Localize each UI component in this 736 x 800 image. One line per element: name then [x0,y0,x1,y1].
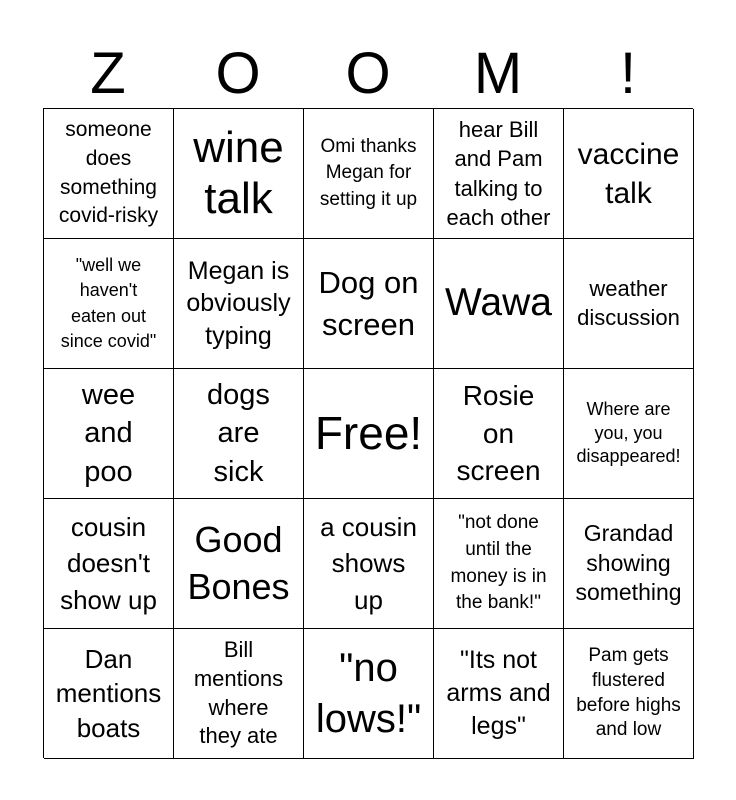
title-letter-2: O [215,41,261,106]
bingo-cell[interactable] [174,499,304,629]
bingo-board [43,108,693,758]
bingo-cell[interactable] [44,109,174,239]
bingo-cell[interactable] [174,629,304,759]
bingo-cell[interactable] [304,239,434,369]
bingo-cell[interactable] [44,239,174,369]
cell-text: "Its not arms and legs" [446,646,551,740]
bingo-cell[interactable] [434,629,564,759]
cell-text: "no lows!" [315,646,422,741]
bingo-cell[interactable] [434,109,564,239]
bingo-cell[interactable] [434,499,564,629]
bingo-cell[interactable] [44,369,174,499]
bingo-title [43,40,693,108]
title-letter-5: ! [619,41,637,106]
cell-text: Good Bones [187,518,290,607]
free-space-label: Free! [314,407,423,460]
cell-text: "not done until the money is in the bank!" [450,512,547,614]
cell-text: "well we haven't eaten out since covid" [60,255,157,351]
cell-text: Bill mentions where they ate [193,637,284,749]
bingo-cell[interactable] [564,369,694,499]
bingo-cell[interactable] [44,629,174,759]
bingo-cell[interactable] [564,629,694,759]
cell-text: vaccine talk [577,137,680,210]
bingo-cell[interactable] [304,629,434,759]
cell-text: Dog on screen [318,265,419,342]
cell-text: Wawa [445,281,552,325]
cell-text: Rosie on screen [456,379,541,487]
title-letter-3: O [345,41,391,106]
bingo-cell[interactable] [174,109,304,239]
cell-text: Pam gets flustered before highs and low [576,645,681,741]
title-letter-1: Z [90,41,126,106]
free-space-cell[interactable] [304,369,434,499]
cell-text: cousin doesn't show up [60,511,157,615]
cell-text: someone does something covid-risky [58,117,159,228]
title-letter-4: M [473,41,523,106]
cell-text: dogs are sick [207,378,270,488]
cell-text: Where are you, you disappeared! [576,399,681,467]
cell-text: weather discussion [577,275,680,330]
bingo-cell[interactable] [564,239,694,369]
bingo-cell[interactable] [304,499,434,629]
cell-text: Megan is obviously typing [186,256,291,350]
bingo-cell[interactable] [174,369,304,499]
bingo-cell[interactable] [564,109,694,239]
bingo-cell[interactable] [174,239,304,369]
cell-text: Dan mentions boats [55,644,162,743]
bingo-cell[interactable] [304,109,434,239]
cell-text: hear Bill and Pam talking to each other [446,117,551,230]
cell-text: wee and poo [81,378,136,488]
cell-text: Grandad showing something [575,520,682,606]
bingo-cell[interactable] [564,499,694,629]
cell-text: wine talk [193,123,284,223]
bingo-cell[interactable] [44,499,174,629]
bingo-cell[interactable] [434,239,564,369]
cell-text: Omi thanks Megan for setting it up [319,136,418,210]
cell-text: a cousin shows up [320,511,417,615]
bingo-cell[interactable] [434,369,564,499]
